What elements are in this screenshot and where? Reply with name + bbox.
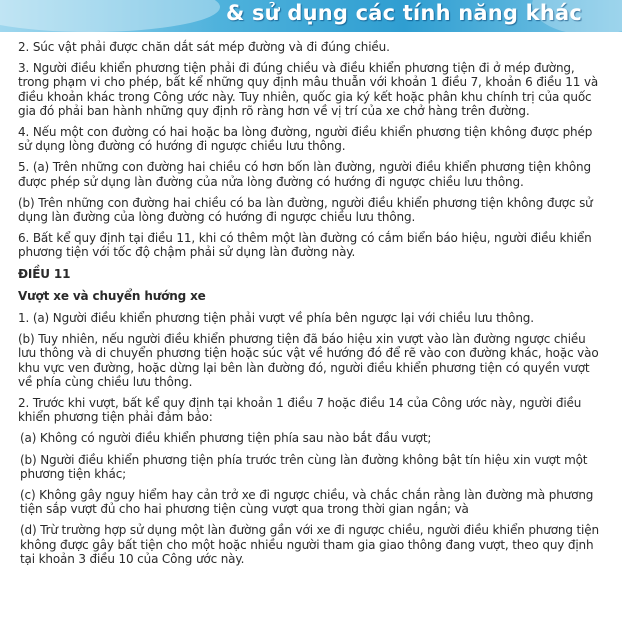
- paragraph: (b) Người điều khiển phương tiện phía trước trên cùng làn đường không bật tín hiệu xin vượt một phương tiện khác;: [20, 452, 588, 481]
- paragraph: (a) Không có người điều khiển phương tiện phía sau nào bắt đầu vượt;: [20, 431, 432, 446]
- document-body: [18, 40, 606, 573]
- article-heading: ĐIỀU 11: [18, 266, 71, 281]
- paragraph: 5. (a) Trên những con đường hai chiều có hơn bốn làn đường, người điều khiển phương tiện không được phép sử dụng làn đường của nửa lòng đường có hướng đi ngược chiều lưu thông.: [18, 160, 591, 189]
- paragraph: (b) Tuy nhiên, nếu người điều khiển phương tiện đã báo hiệu xin vượt vào làn đường ngược chiều lưu thông và di chuyển phương tiện hoặc súc vật về hướng đó để rẽ vào con đường khác, hoặc vào khu vực ven đường, hoặc dừng lại bên làn đường đó, người điều khiển phương tiện có quyền vượt về phía cùng chiều lưu thông.: [18, 332, 599, 389]
- article-title: Vượt xe và chuyển hướng xe: [18, 288, 206, 303]
- header-banner: [0, 0, 622, 32]
- paragraph: (b) Trên những con đường hai chiều có ba làn đường, người điều khiển phương tiện không được sử dụng làn đường của lòng đường có hướng đi ngược chiều lưu thông.: [18, 195, 593, 225]
- paragraph: (d) Trừ trường hợp sử dụng một làn đường gần với xe đi ngược chiều, người điều khiển phương tiện không được gây bất tiện cho một hoặc nhiều người tham gia giao thông đang vượt, theo quy định tại khoản 3 điều 10 của Công ước này.: [20, 523, 599, 566]
- paragraph: 3. Người điều khiển phương tiện phải đi đúng chiều và điều khiển phương tiện đi ở mép đường, trong phạm vi cho phép, bất kể những quy định mâu thuẫn với khoản 1 điều 7, khoản 6 điều 11 và điều khoản khác trong Công ước này. Tuy nhiên, quốc gia ký kết hoặc phân khu chính trị của quốc gia đó phải ban hành những quy định rõ ràng hơn về vị trí của xe chở hàng trên đường.: [18, 61, 599, 118]
- paragraph: 6. Bất kể quy định tại điều 11, khi có thêm một làn đường có cắm biển báo hiệu, người điều khiển phương tiện với tốc độ chậm phải sử dụng làn đường này.: [18, 231, 592, 260]
- paragraph: (c) Không gây nguy hiểm hay cản trở xe đi ngược chiều, và chắc chắn rằng làn đường mà phương tiện sắp vượt đủ cho hai phương tiện cùng vượt qua trong thời gian ngắn; và: [20, 488, 594, 517]
- banner-title: & sử dụng các tính năng khác: [225, 1, 582, 25]
- paragraph: 2. Súc vật phải được chăn dắt sát mép đường và đi đúng chiều.: [18, 40, 390, 54]
- paragraph: 4. Nếu một con đường có hai hoặc ba lòng đường, người điều khiển phương tiện không được phép sử dụng lòng đường có hướng đi ngược chiều lưu thông.: [18, 125, 593, 154]
- banner-decoration: [0, 0, 220, 32]
- paragraph: 1. (a) Người điều khiển phương tiện phải vượt về phía bên ngược lại với chiều lưu thông.: [18, 311, 534, 326]
- paragraph: 2. Trước khi vượt, bất kể quy định tại khoản 1 điều 7 hoặc điều 14 của Công ước này, người điều khiển phương tiện phải đảm bảo:: [18, 396, 582, 425]
